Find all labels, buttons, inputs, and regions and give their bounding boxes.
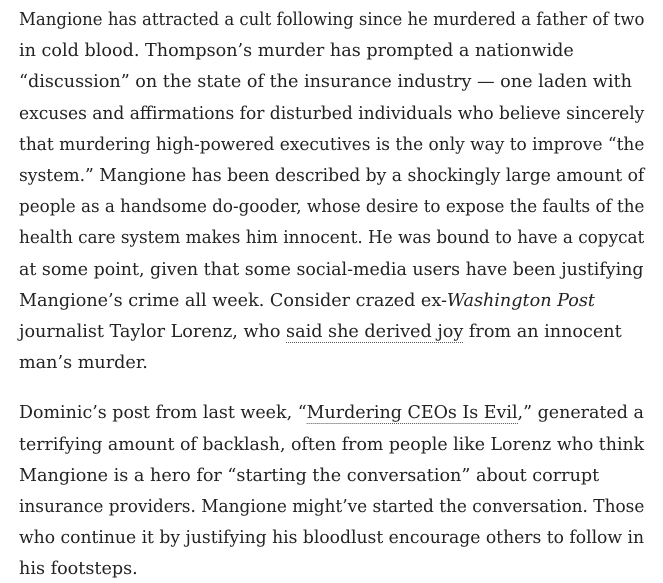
- text-span: man’s murder.: [19, 353, 148, 374]
- text-line: [19, 289, 595, 313]
- text-span: journalist Taylor Lorenz, who: [19, 322, 287, 342]
- text-line: [19, 495, 644, 519]
- text-span: health care system makes him innocent. He was bound to have a copycat: [19, 228, 645, 249]
- text-line: [19, 164, 644, 188]
- text-span: insurance providers. Mangione might’ve started the conversation. Those: [19, 497, 645, 517]
- text-line: [19, 133, 644, 157]
- inline-link[interactable]: said she derived joy: [286, 322, 464, 342]
- text-span: excuses and affirmations for disturbed individuals who believe sincerely: [19, 103, 645, 124]
- text-line: [19, 195, 644, 219]
- text-line: [19, 526, 644, 550]
- text-line: [19, 401, 644, 425]
- text-line: [19, 464, 599, 488]
- text-span: “discussion” on the state of the insurance industry — one laden with: [19, 72, 632, 93]
- text-span: from an innocent: [463, 322, 622, 342]
- italic-text: Washington Post: [446, 290, 595, 311]
- text-span: terrifying amount of backlash, often from people like Lorenz who think: [19, 434, 645, 455]
- text-line: [19, 8, 644, 32]
- text-line: [19, 351, 148, 375]
- text-span: at some point, given that some social-media users have been justifying: [19, 259, 644, 280]
- text-span: ,” generated a: [517, 403, 644, 424]
- text-line: [19, 102, 644, 126]
- text-line: [19, 320, 622, 344]
- text-span: Dominic’s post from last week, “: [19, 403, 307, 424]
- text-span: Mangione has attracted a cult following since he murdered a father of two: [19, 10, 645, 30]
- text-span: people as a handsome do-gooder, whose desire to expose the faults of the: [19, 197, 645, 218]
- text-line: [19, 226, 644, 250]
- text-line: [19, 557, 138, 581]
- text-span: who continue it by justifying his bloodlust encourage others to follow in: [19, 528, 645, 549]
- text-span: Mangione’s crime all week. Consider crazed ex-: [19, 290, 447, 311]
- text-line: [19, 258, 644, 282]
- text-span: in cold blood. Thompson’s murder has prompted a nationwide: [19, 41, 574, 62]
- inline-link[interactable]: Murdering CEOs Is Evil: [306, 403, 518, 424]
- text-line: [19, 39, 574, 63]
- text-span: that murdering high-powered executives is the only way to improve “the: [19, 134, 645, 155]
- text-span: his footsteps.: [19, 559, 138, 580]
- text-span: Mangione is a hero for “starting the conversation” about corrupt: [19, 465, 600, 486]
- text-span: system.” Mangione has been described by a shockingly large amount of: [19, 166, 645, 186]
- text-line: [19, 70, 632, 94]
- text-line: [19, 433, 644, 457]
